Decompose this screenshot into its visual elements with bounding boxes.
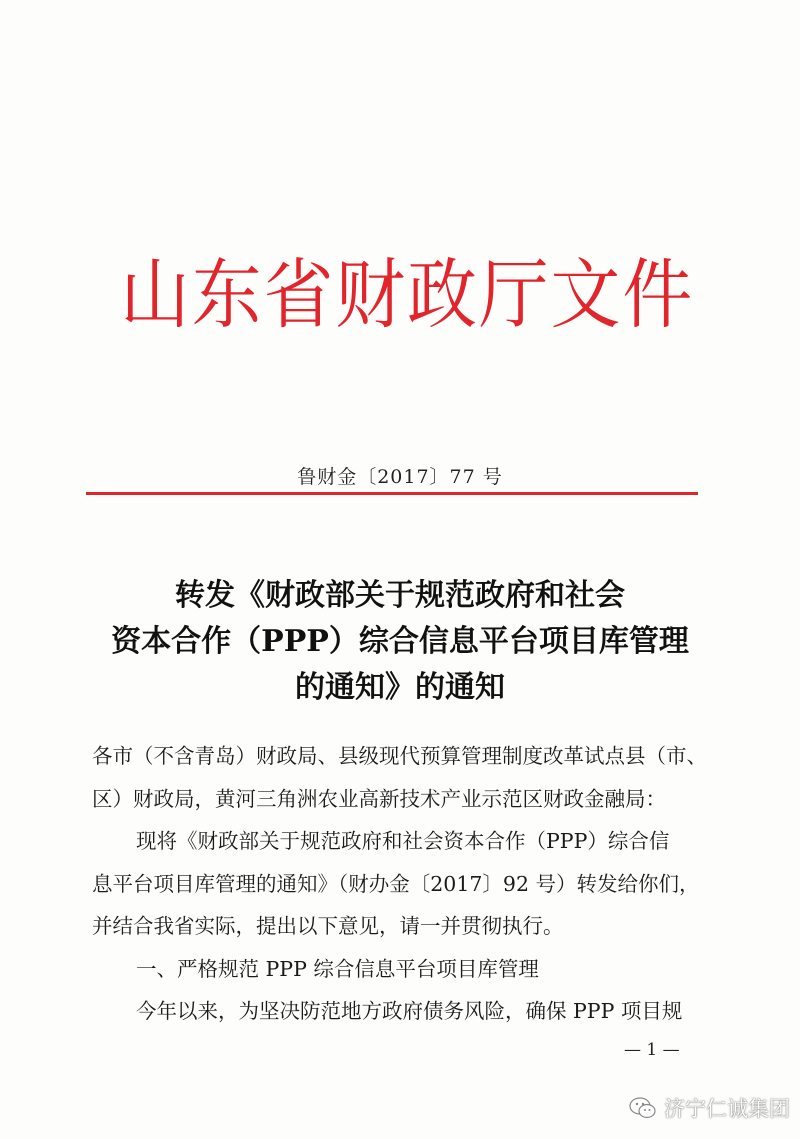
wechat-icon bbox=[628, 1093, 658, 1123]
issuer-header-title: 山东省财政厅文件 bbox=[120, 250, 695, 339]
body-line-paragraph-3: 并结合我省实际，提出以下意见，请一并贯彻执行。 bbox=[92, 914, 564, 938]
notice-title-line-3: 的通知》的通知 bbox=[295, 670, 505, 705]
watermark bbox=[628, 1088, 798, 1128]
body-line-paragraph-2: 息平台项目库管理的通知》（财办金〔2017〕92 号）转发给你们， bbox=[92, 871, 700, 896]
notice-title-line-2: 资本合作（PPP）综合信息平台项目库管理 bbox=[111, 624, 689, 659]
page-number: — 1 — bbox=[624, 1040, 680, 1060]
watermark-text: 济宁仁诚集团 bbox=[664, 1097, 790, 1121]
body-line-addressee-1: 各市（不含青岛）财政局、县级现代预算管理制度改革试点县（市、 bbox=[92, 744, 707, 768]
body-text bbox=[92, 735, 714, 1033]
body-line-addressee-2: 区）财政局，黄河三角洲农业高新技术产业示范区财政金融局： bbox=[92, 786, 666, 811]
body-line-paragraph-1: 现将《财政部关于规范政府和社会资本合作（PPP）综合信 bbox=[136, 829, 670, 853]
red-divider-line bbox=[86, 492, 698, 495]
document-number: 鲁财金〔2017〕77 号 bbox=[297, 466, 503, 488]
notice-title bbox=[0, 573, 800, 711]
body-line-paragraph-4: 今年以来，为坚决防范地方政府债务风险，确保 PPP 项目规 bbox=[136, 999, 683, 1023]
notice-title-line-1: 转发《财政部关于规范政府和社会 bbox=[175, 578, 625, 613]
section-heading-1: 一、严格规范 PPP 综合信息平台项目库管理 bbox=[136, 956, 539, 981]
